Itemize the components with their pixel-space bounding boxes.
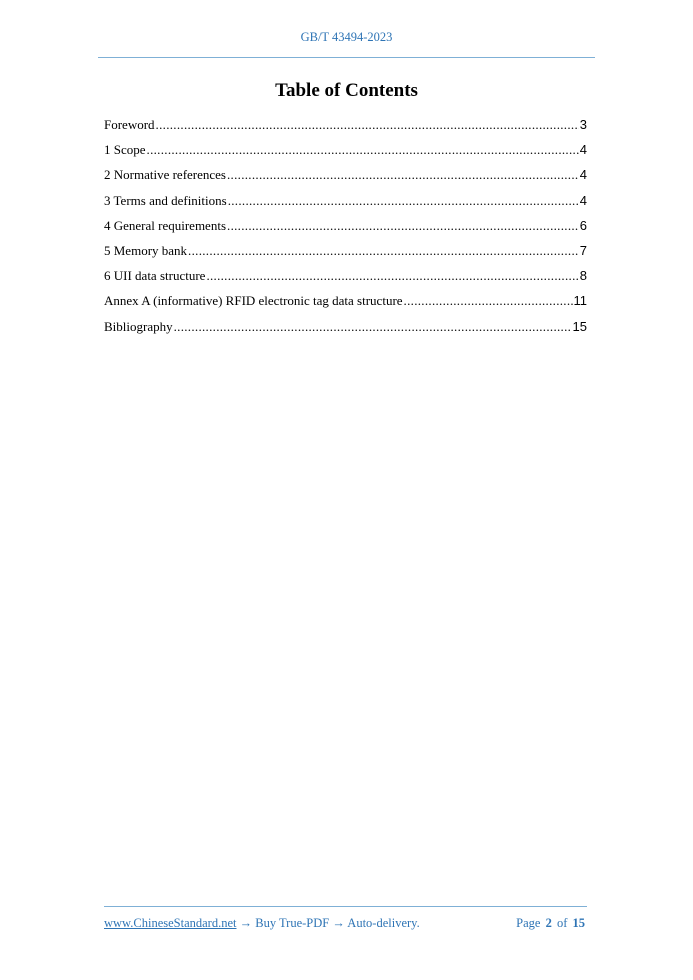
- toc-leader-dots: [188, 243, 579, 259]
- toc-leader-dots: [404, 293, 573, 309]
- website-link[interactable]: www.ChineseStandard.net: [104, 916, 237, 930]
- toc-entry-page: 3: [579, 117, 587, 132]
- toc-entry-text: 6 UII data structure: [104, 268, 206, 284]
- footer-promo: [104, 916, 420, 931]
- toc-entry-annex-a[interactable]: [104, 293, 587, 318]
- current-page-number: 2: [545, 916, 552, 930]
- toc-entry-text: 1 Scope: [104, 142, 146, 158]
- page-footer: [104, 916, 587, 931]
- footer-promo-text: → Buy True-PDF → Auto-delivery.: [236, 916, 420, 930]
- page-header: GB/T 43494-2023: [300, 30, 393, 44]
- toc-entry-uii-data-structure[interactable]: [104, 268, 587, 293]
- toc-entry-memory-bank[interactable]: [104, 243, 587, 268]
- footer-divider: [104, 906, 587, 907]
- toc-entry-general-requirements[interactable]: [104, 218, 587, 243]
- toc-entry-page: 8: [579, 268, 587, 284]
- toc-leader-dots: [227, 167, 579, 183]
- toc-entry-text: Bibliography: [104, 318, 173, 334]
- toc-leader-dots: [147, 142, 579, 158]
- toc-entry-text: 2 Normative references: [104, 167, 226, 183]
- toc-entry-terms-definitions[interactable]: [104, 193, 587, 218]
- toc-leader-dots: [228, 193, 579, 209]
- toc-entry-page: 4: [579, 167, 587, 183]
- toc-list: [104, 117, 587, 344]
- of-label: of: [556, 916, 568, 930]
- toc-leader-dots: [156, 117, 579, 133]
- toc-entry-text: 3 Terms and definitions: [104, 192, 227, 208]
- toc-title: Table of Contents: [275, 80, 418, 101]
- toc-entry-bibliography[interactable]: [104, 319, 587, 344]
- header-divider: [98, 57, 595, 58]
- toc-entry-text: 5 Memory bank: [104, 242, 188, 258]
- toc-entry-page: 4: [579, 192, 587, 208]
- toc-leader-dots: [227, 218, 579, 234]
- toc-entry-page: 7: [579, 242, 587, 258]
- page-label: Page: [516, 916, 541, 930]
- toc-entry-text: 4 General requirements: [104, 217, 227, 233]
- toc-leader-dots: [206, 268, 578, 284]
- toc-entry-scope[interactable]: [104, 142, 587, 167]
- toc-entry-foreword[interactable]: [104, 117, 587, 142]
- toc-entry-normative-references[interactable]: [104, 167, 587, 192]
- toc-entry-text: Annex A (informative) RFID electronic tag data structure: [104, 293, 403, 309]
- toc-entry-page: 15: [572, 318, 587, 334]
- page-number: [516, 916, 587, 931]
- toc-entry-page: 6: [579, 217, 587, 233]
- toc-leader-dots: [174, 319, 572, 335]
- total-pages-number: 15: [572, 916, 585, 930]
- toc-entry-page: 11: [573, 293, 587, 309]
- toc-entry-page: 4: [579, 142, 587, 158]
- toc-entry-text: Foreword: [104, 117, 155, 132]
